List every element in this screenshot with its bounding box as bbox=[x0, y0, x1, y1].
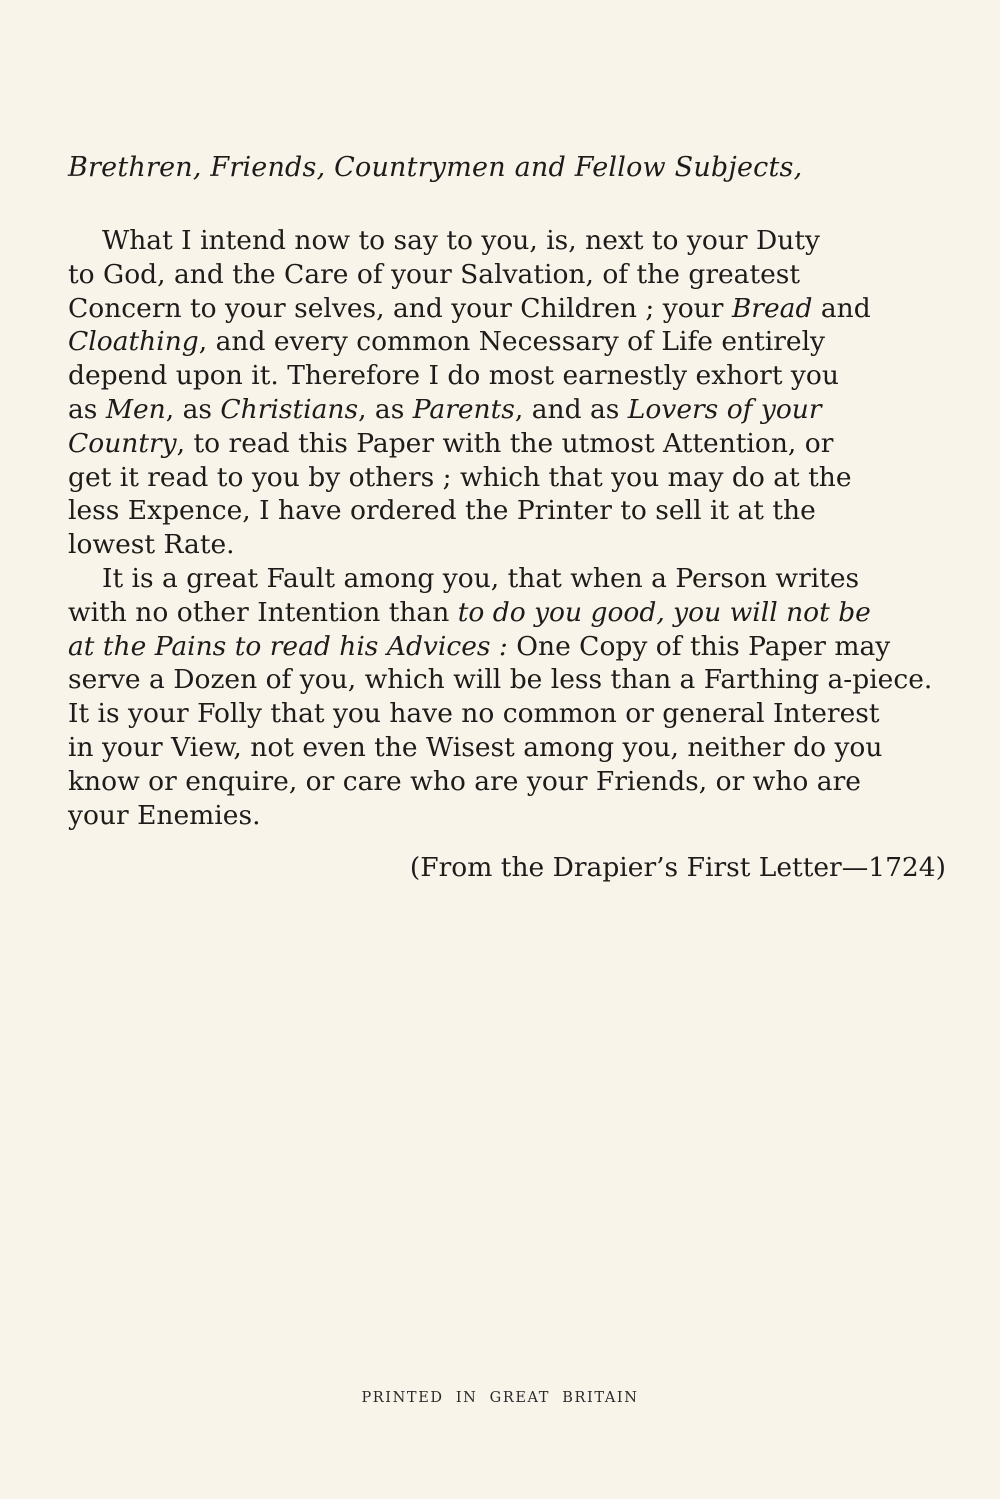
text-segment: Concern to your selves, and your Children ; your bbox=[68, 292, 732, 324]
italic-text: Parents bbox=[412, 393, 515, 425]
text-segment: , and as bbox=[514, 393, 628, 425]
text-line bbox=[68, 528, 953, 562]
text-line bbox=[68, 224, 953, 258]
text-segment: One Copy of this Paper may bbox=[507, 630, 891, 662]
text-segment: It is a great Fault among you, that when a Person writes bbox=[102, 562, 860, 594]
text-segment: What I intend now to say to you, is, next to your Duty bbox=[102, 225, 820, 256]
italic-text: Bread bbox=[731, 292, 813, 324]
text-line bbox=[68, 359, 953, 393]
italic-text: at the Pains to read his Advices : bbox=[68, 630, 508, 662]
text-segment: your Enemies. bbox=[68, 799, 261, 831]
italic-text: to do you good, you will not be bbox=[457, 596, 871, 628]
text-line bbox=[68, 562, 953, 596]
text-line bbox=[68, 799, 953, 833]
italic-text: Christians bbox=[220, 393, 359, 425]
text-segment: It is your Folly that you have no common or general Interest bbox=[68, 698, 880, 730]
text-segment: , to read this Paper with the utmost Attention, or bbox=[176, 427, 834, 459]
text-line bbox=[68, 393, 953, 427]
text-segment: serve a Dozen of you, which will be less than a Farthing a-piece. bbox=[68, 664, 933, 696]
paragraph bbox=[68, 224, 953, 562]
text-line bbox=[68, 325, 953, 359]
text-line bbox=[68, 494, 953, 528]
attribution: (From the Drapier’s First Letter—1724) bbox=[409, 852, 946, 883]
text-line bbox=[68, 731, 953, 765]
italic-text: Lovers of your bbox=[627, 393, 822, 425]
text-segment: , as bbox=[165, 393, 221, 425]
text-line bbox=[68, 461, 953, 495]
text-line bbox=[68, 663, 953, 697]
text-line bbox=[68, 697, 953, 731]
text-line bbox=[68, 630, 953, 664]
italic-text: Men bbox=[105, 393, 166, 425]
italic-text: Cloathing bbox=[68, 326, 199, 358]
printer-imprint: PRINTED IN GREAT BRITAIN bbox=[361, 1390, 639, 1406]
text-segment: get it read to you by others ; which that you may do at the bbox=[68, 461, 852, 493]
text-segment: with no other Intention than bbox=[68, 596, 458, 628]
text-segment: less Expence, I have ordered the Printer to sell it at the bbox=[68, 495, 816, 527]
text-segment: depend upon it. Therefore I do most earnestly exhort you bbox=[68, 360, 839, 392]
text-line bbox=[68, 765, 953, 799]
text-segment: to God, and the Care of your Salvation, of the greatest bbox=[68, 258, 801, 290]
italic-text: Country bbox=[68, 427, 177, 459]
text-segment: , and every common Necessary of Life entirely bbox=[198, 326, 826, 358]
text-line bbox=[68, 427, 953, 461]
letter-body bbox=[68, 224, 953, 832]
text-segment: in your View, not even the Wisest among you, neither do you bbox=[68, 731, 883, 763]
text-segment: lowest Rate. bbox=[68, 529, 235, 561]
text-segment: , as bbox=[358, 393, 413, 425]
paragraph bbox=[68, 562, 953, 832]
text-segment: know or enquire, or care who are your Friends, or who are bbox=[68, 765, 861, 797]
text-line bbox=[68, 258, 953, 292]
text-line bbox=[68, 292, 953, 326]
salutation: Brethren, Friends, Countrymen and Fellow Subjects, bbox=[68, 152, 803, 183]
text-segment: and bbox=[812, 292, 871, 324]
text-segment: as bbox=[68, 393, 106, 425]
text-line bbox=[68, 596, 953, 630]
